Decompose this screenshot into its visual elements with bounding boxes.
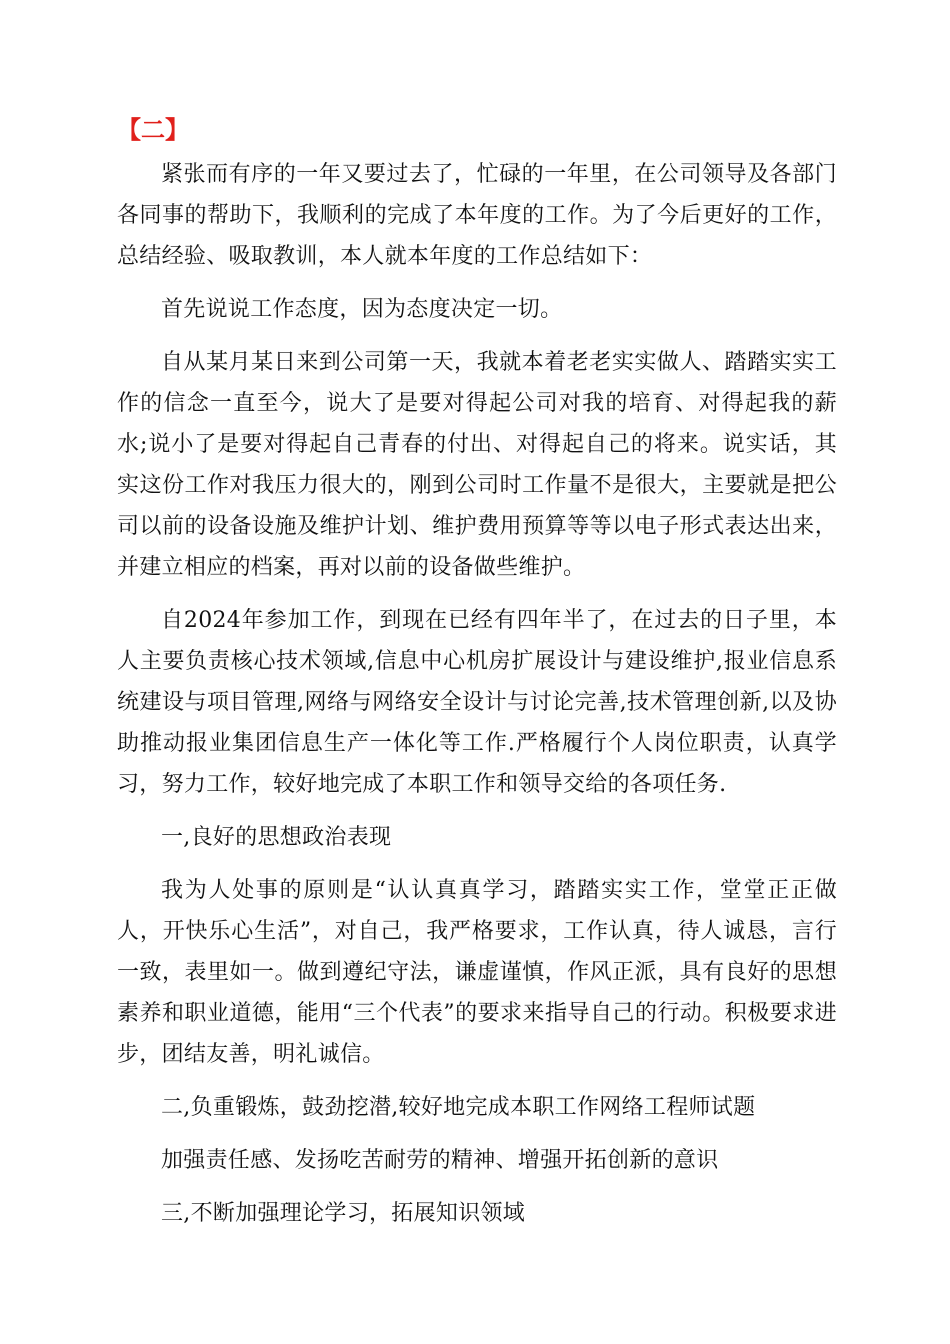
paragraph-first-day: 自从某月某日来到公司第一天，我就本着老老实实做人、踏踏实实工作的信念一直至今，说大了是要对得起公司对我的培育、对得起我的薪水;说小了是要对得起自己青春的付出、对得起自己的将来。说实话，其实这份工作对我压力很大的，刚到公司时工作量不是很大，主要就是把公司以前的设备设施及维护计划、维护费用预算等等以电子形式表达出来，并建立相应的档案，再对以前的设备做些维护。	[117, 350, 837, 580]
paragraph-attitude: 首先说说工作态度，因为态度决定一切。	[161, 297, 563, 322]
paragraph-work-history: 自2024年参加工作，到现在已经有四年半了，在过去的日子里，本人主要负责核心技术领域,信息中心机房扩展设计与建设维护,报业信息系统建设与项目管理,网络与网络安全设计与讨论完善,技术管理创新,以及协助推动报业集团信息生产一体化等工作.严格履行个人岗位职责，认真学习，努力工作，较好地完成了本职工作和领导交给的各项任务.	[117, 608, 837, 797]
section-title-three: 三,不断加强理论学习，拓展知识领域	[161, 1201, 526, 1226]
paragraph-responsibility: 加强责任感、发扬吃苦耐劳的精神、增强开拓创新的意识	[161, 1148, 719, 1173]
paragraph-principles: 我为人处事的原则是“认认真真学习，踏踏实实工作，堂堂正正做人，开快乐心生活”，对自己，我严格要求，工作认真，待人诚恳，言行一致，表里如一。做到遵纪守法，谦虚谨慎，作风正派，具有良好的思想素养和职业道德，能用“三个代表”的要求来指导自己的行动。积极要求进步，团结友善，明礼诚信。	[117, 878, 837, 1067]
section-title-two: 二,负重锻炼，鼓劲挖潜,较好地完成本职工作网络工程师试题	[161, 1095, 756, 1120]
document-body	[117, 154, 837, 1246]
section-title-one: 一,良好的思想政治表现	[161, 825, 392, 850]
section-heading: 【二】	[117, 116, 189, 144]
paragraph-intro: 紧张而有序的一年又要过去了，忙碌的一年里，在公司领导及各部门各同事的帮助下，我顺利的完成了本年度的工作。为了今后更好的工作，总结经验、吸取教训，本人就本年度的工作总结如下：	[117, 162, 837, 269]
